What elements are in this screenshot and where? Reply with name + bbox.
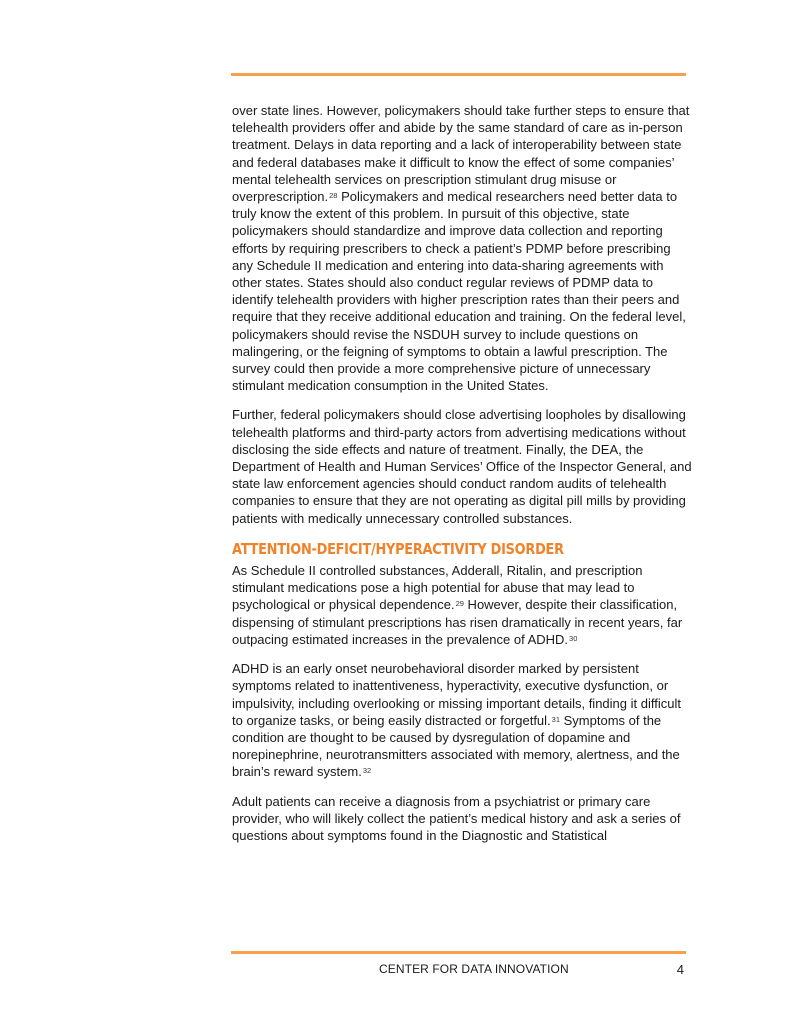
page-number: 4: [676, 962, 684, 977]
paragraph-4: ADHD is an early onset neurobehavioral disorder marked by persistent symptoms related to inattentiveness, hyperactivity, executive dysfunction, or impulsivity, including overlooking or missing important details, finding it difficult to organize tasks, or being easily distracted or forgetful.$^{31}$ Symptoms of the condition are thought to be caused by dysregulation of dopamine and norepinephrine, neurotransmitters associated with memory, alertness, and the brain’s reward system.$^{32}$: [232, 661, 681, 780]
footnote-ref-29[interactable]: 29: [455, 599, 464, 609]
paragraph-1: over state lines. However, policymakers should take further steps to ensure that telehealth providers offer and abide by the same standard of care as in-person treatment. Delays in data reporting and a lack of interoperability between state and federal databases make it difficult to know the effect of some companies’ mental telehealth services on prescription stimulant drug misuse or overprescription.$^{28}$ Policymakers and medical researchers need better data to truly know the extent of this problem. In pursuit of this objective, state policymakers should standardize and improve data collection and reporting efforts by requiring prescribers to check a patient’s PDMP before prescribing any Schedule II medication and entering into data-sharing agreements with other states. States should also conduct regular reviews of PDMP data to identify telehealth providers with higher prescription rates than their peers and require that they receive additional education and training. On the federal level, policymakers should revise the NSDUH survey to include questions on malingering, or the feigning of symptoms to obtain a lawful prescription. The survey could then provide a more comprehensive picture of unnecessary stimulant medication consumption in the United States.: [232, 103, 690, 394]
section-heading: ATTENTION-DEFICIT/HYPERACTIVITY DISORDER: [232, 539, 564, 558]
paragraph-2: Further, federal policymakers should close advertising loopholes by disallowing telehealth platforms and third-party actors from advertising medications without disclosing the side effects and nature of treatment. Finally, the DEA, the Department of Health and Human Services’ Office of the Inspector General, and state law enforcement agencies should conduct random audits of telehealth companies to ensure that they are not operating as digital pill mills by providing patients with medically unnecessary controlled substances.: [232, 407, 692, 526]
header-rule: [231, 73, 686, 76]
footnote-ref-32[interactable]: 32: [362, 766, 372, 776]
paragraph-5: Adult patients can receive a diagnosis from a psychiatrist or primary care provider, who will likely collect the patient’s medical history and ask a series of questions about symptoms found in the Diagnostic and Statistical: [232, 793, 681, 843]
footer-rule: [231, 951, 686, 954]
footnote-ref-31[interactable]: 31: [551, 714, 561, 724]
page-body: [232, 102, 694, 856]
footnote-ref-28[interactable]: 28: [329, 191, 338, 201]
footnote-ref-30[interactable]: 30: [569, 633, 578, 643]
footer-organization: CENTER FOR DATA INNOVATION: [379, 962, 569, 976]
paragraph-3: As Schedule II controlled substances, Adderall, Ritalin, and prescription stimulant medications pose a high potential for abuse that may lead to psychological or physical dependence.$^{29}$ However, despite their classification, dispensing of stimulant prescriptions has risen dramatically in recent years, far outpacing estimated increases in the prevalence of ADHD.$^{30}$: [232, 563, 683, 647]
